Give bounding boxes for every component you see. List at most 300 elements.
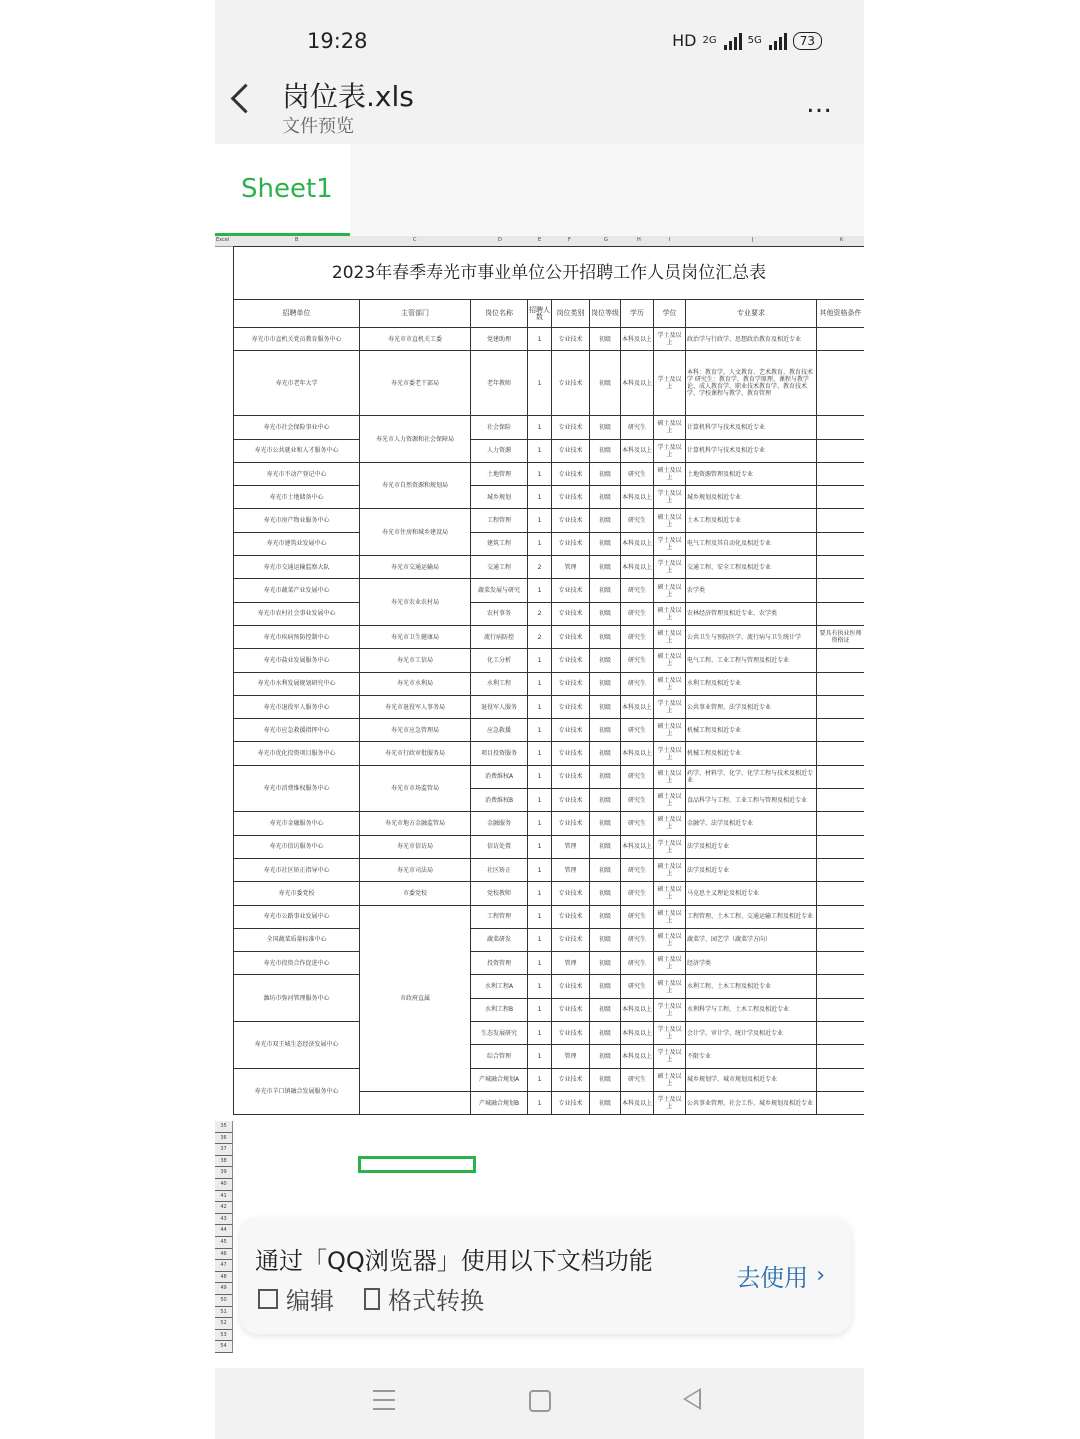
other-cell[interactable] [817,1068,865,1091]
category-cell[interactable]: 专业技术 [552,882,590,905]
dept-cell[interactable]: 寿光市地方金融监管局 [360,812,471,835]
back-triangle-icon[interactable] [683,1388,701,1410]
count-cell[interactable]: 1 [528,351,552,416]
unit-cell[interactable]: 寿光市消费维权服务中心 [234,765,360,812]
other-cell[interactable] [817,602,865,625]
education-cell[interactable]: 研究生 [621,952,654,975]
dept-cell[interactable]: 寿光市工信局 [360,649,471,672]
unit-cell[interactable]: 潍坊市弥河管理服务中心 [234,975,360,1022]
education-cell[interactable]: 本科及以上 [621,556,654,579]
major-cell[interactable]: 城乡规划学、城市规划及相近专业 [686,1068,817,1091]
level-cell[interactable]: 初级 [590,1091,621,1114]
category-cell[interactable]: 专业技术 [552,695,590,718]
category-cell[interactable]: 专业技术 [552,532,590,555]
degree-cell[interactable]: 硕士及以上 [654,952,686,975]
degree-cell[interactable]: 硕士及以上 [654,789,686,812]
position-cell[interactable]: 消费维权B [471,789,528,812]
education-cell[interactable]: 本科及以上 [621,695,654,718]
degree-cell[interactable]: 硕士及以上 [654,462,686,485]
count-cell[interactable]: 1 [528,695,552,718]
dept-cell[interactable]: 寿光市卫生健康局 [360,625,471,648]
go-use-button[interactable] [736,1258,825,1293]
count-cell[interactable]: 1 [528,1091,552,1114]
other-cell[interactable] [817,1022,865,1045]
degree-cell[interactable]: 学士及以上 [654,351,686,416]
unit-cell[interactable]: 寿光市建筑业发展中心 [234,532,360,555]
level-cell[interactable]: 初级 [590,328,621,351]
major-cell[interactable]: 计算机科学与技术及相近专业 [686,416,817,439]
count-cell[interactable]: 1 [528,416,552,439]
level-cell[interactable]: 初级 [590,812,621,835]
unit-cell[interactable]: 寿光市优化投资项目服务中心 [234,742,360,765]
degree-cell[interactable]: 硕士及以上 [654,579,686,602]
level-cell[interactable]: 初级 [590,695,621,718]
other-cell[interactable] [817,1045,865,1068]
major-cell[interactable]: 土木工程及相近专业 [686,509,817,532]
count-cell[interactable]: 1 [528,858,552,881]
unit-cell[interactable]: 寿光市不动产登记中心 [234,462,360,485]
dept-cell[interactable]: 寿光市司法局 [360,858,471,881]
category-cell[interactable]: 专业技术 [552,765,590,788]
dept-cell[interactable]: 寿光市水利局 [360,672,471,695]
count-cell[interactable]: 1 [528,462,552,485]
education-cell[interactable]: 本科及以上 [621,486,654,509]
sheet-title-cell[interactable]: 2023年春季寿光市事业单位公开招聘工作人员岗位汇总表 [234,247,865,300]
position-cell[interactable]: 工程管理 [471,905,528,928]
dept-cell[interactable]: 寿光市农业农村局 [360,579,471,626]
header-cell[interactable]: 主管部门 [360,300,471,328]
position-cell[interactable]: 城乡规划 [471,486,528,509]
count-cell[interactable]: 1 [528,835,552,858]
category-cell[interactable]: 专业技术 [552,602,590,625]
count-cell[interactable]: 1 [528,486,552,509]
position-cell[interactable]: 蔬菜发展与研究 [471,579,528,602]
education-cell[interactable]: 研究生 [621,975,654,998]
degree-cell[interactable]: 学士及以上 [654,1091,686,1114]
edit-action[interactable] [258,1281,334,1316]
category-cell[interactable]: 专业技术 [552,351,590,416]
education-cell[interactable]: 研究生 [621,462,654,485]
position-cell[interactable]: 党建助理 [471,328,528,351]
other-cell[interactable] [817,556,865,579]
unit-cell[interactable]: 寿光市疾病预防控制中心 [234,625,360,648]
dept-cell[interactable]: 寿光市市直机关工委 [360,328,471,351]
other-cell[interactable] [817,789,865,812]
unit-cell[interactable]: 寿光市盐业发展服务中心 [234,649,360,672]
level-cell[interactable]: 初级 [590,416,621,439]
major-cell[interactable]: 土地资源管理及相近专业 [686,462,817,485]
unit-cell[interactable]: 寿光市老年大学 [234,351,360,416]
degree-cell[interactable]: 学士及以上 [654,695,686,718]
position-cell[interactable]: 消费维权A [471,765,528,788]
count-cell[interactable]: 1 [528,719,552,742]
header-cell[interactable]: 其他资格条件 [817,300,865,328]
unit-cell[interactable]: 寿光市市直机关党员教育服务中心 [234,328,360,351]
count-cell[interactable]: 1 [528,1068,552,1091]
education-cell[interactable]: 研究生 [621,579,654,602]
other-cell[interactable] [817,928,865,951]
major-cell[interactable]: 本科：教育学、人文教育、艺术教育、教育技术学 研究生：教育学、教育学原理、课程与教学论、成人教育学、职业技术教育学、教育技术学、学校课程与教学、教育管理 [686,351,817,416]
level-cell[interactable]: 初级 [590,789,621,812]
category-cell[interactable]: 专业技术 [552,416,590,439]
degree-cell[interactable]: 硕士及以上 [654,765,686,788]
major-cell[interactable]: 法学及相近专业 [686,835,817,858]
major-cell[interactable]: 金融学、法学及相近专业 [686,812,817,835]
unit-cell[interactable]: 寿光市投资合作促进中心 [234,952,360,975]
major-cell[interactable]: 食品科学与工程、工业工程与管理及相近专业 [686,789,817,812]
other-cell[interactable] [817,719,865,742]
dept-cell[interactable]: 寿光市市场监管局 [360,765,471,812]
level-cell[interactable]: 初级 [590,486,621,509]
education-cell[interactable]: 研究生 [621,882,654,905]
major-cell[interactable]: 法学及相近专业 [686,858,817,881]
category-cell[interactable]: 专业技术 [552,975,590,998]
education-cell[interactable]: 研究生 [621,602,654,625]
category-cell[interactable]: 专业技术 [552,672,590,695]
category-cell[interactable]: 专业技术 [552,928,590,951]
major-cell[interactable]: 会计学、审计学、统计学及相近专业 [686,1022,817,1045]
category-cell[interactable]: 管理 [552,952,590,975]
education-cell[interactable]: 研究生 [621,928,654,951]
count-cell[interactable]: 1 [528,789,552,812]
count-cell[interactable]: 1 [528,579,552,602]
menu-icon[interactable] [373,1390,395,1410]
major-cell[interactable]: 计算机科学与技术及相近专业 [686,439,817,462]
level-cell[interactable]: 初级 [590,439,621,462]
dept-cell[interactable]: 寿光市退役军人事务局 [360,695,471,718]
header-cell[interactable]: 招聘人数 [528,300,552,328]
education-cell[interactable]: 本科及以上 [621,1022,654,1045]
count-cell[interactable]: 1 [528,928,552,951]
level-cell[interactable]: 初级 [590,742,621,765]
unit-cell[interactable]: 寿光市土地储备中心 [234,486,360,509]
level-cell[interactable]: 初级 [590,556,621,579]
position-cell[interactable]: 项目投资服务 [471,742,528,765]
major-cell[interactable]: 交通工程、安全工程及相近专业 [686,556,817,579]
dept-cell[interactable]: 寿光市交通运输局 [360,556,471,579]
count-cell[interactable]: 1 [528,1022,552,1045]
unit-cell[interactable]: 全国蔬菜质量标准中心 [234,928,360,951]
degree-cell[interactable]: 硕士及以上 [654,858,686,881]
count-cell[interactable]: 1 [528,905,552,928]
major-cell[interactable]: 公共卫生与预防医学、流行病与卫生统计学 [686,625,817,648]
major-cell[interactable]: 不限专业 [686,1045,817,1068]
position-cell[interactable]: 金融服务 [471,812,528,835]
major-cell[interactable]: 政治学与行政学、思想政治教育及相近专业 [686,328,817,351]
other-cell[interactable] [817,509,865,532]
other-cell[interactable] [817,952,865,975]
header-cell[interactable]: 岗位名称 [471,300,528,328]
degree-cell[interactable]: 硕士及以上 [654,1068,686,1091]
other-cell[interactable] [817,462,865,485]
category-cell[interactable]: 管理 [552,1045,590,1068]
position-cell[interactable]: 水利工程 [471,672,528,695]
other-cell[interactable] [817,532,865,555]
position-cell[interactable]: 水利工程B [471,998,528,1021]
level-cell[interactable]: 初级 [590,835,621,858]
other-cell[interactable] [817,695,865,718]
position-cell[interactable]: 应急救援 [471,719,528,742]
major-cell[interactable]: 机械工程及相近专业 [686,742,817,765]
count-cell[interactable]: 1 [528,1045,552,1068]
dept-cell[interactable]: 寿光市应急管理局 [360,719,471,742]
position-cell[interactable]: 流行病防控 [471,625,528,648]
major-cell[interactable]: 马克思主义理论及相近专业 [686,882,817,905]
unit-cell[interactable]: 寿光市委党校 [234,882,360,905]
level-cell[interactable]: 初级 [590,509,621,532]
level-cell[interactable]: 初级 [590,602,621,625]
dept-cell[interactable]: 寿光市人力资源和社会保障局 [360,416,471,463]
convert-action[interactable] [364,1281,484,1316]
level-cell[interactable]: 初级 [590,882,621,905]
unit-cell[interactable]: 寿光市蔬菜产业发展中心 [234,579,360,602]
unit-cell[interactable]: 寿光市金融服务中心 [234,812,360,835]
degree-cell[interactable]: 学士及以上 [654,1045,686,1068]
major-cell[interactable]: 农林经济管理及相近专业、农学类 [686,602,817,625]
level-cell[interactable]: 初级 [590,649,621,672]
major-cell[interactable]: 蔬菜学、园艺学（蔬菜学方向） [686,928,817,951]
other-cell[interactable] [817,765,865,788]
major-cell[interactable]: 电气工程及其自动化及相近专业 [686,532,817,555]
unit-cell[interactable]: 寿光市公路事业发展中心 [234,905,360,928]
dept-cell[interactable]: 寿光市委老干部局 [360,351,471,416]
other-cell[interactable] [817,905,865,928]
position-cell[interactable]: 社会保险 [471,416,528,439]
level-cell[interactable]: 初级 [590,858,621,881]
degree-cell[interactable]: 学士及以上 [654,486,686,509]
unit-cell[interactable]: 寿光市社区矫正指导中心 [234,858,360,881]
level-cell[interactable]: 初级 [590,719,621,742]
level-cell[interactable]: 初级 [590,1045,621,1068]
position-cell[interactable]: 农村事务 [471,602,528,625]
more-menu-icon[interactable]: … [806,89,834,119]
education-cell[interactable]: 研究生 [621,765,654,788]
category-cell[interactable]: 管理 [552,858,590,881]
major-cell[interactable]: 水利工程、土木工程及相近专业 [686,975,817,998]
unit-cell[interactable]: 寿光市社会保险事业中心 [234,416,360,439]
degree-cell[interactable]: 硕士及以上 [654,649,686,672]
level-cell[interactable]: 初级 [590,672,621,695]
count-cell[interactable]: 2 [528,556,552,579]
degree-cell[interactable]: 硕士及以上 [654,672,686,695]
major-cell[interactable]: 公共事业管理、社会工作、城乡规划及相近专业 [686,1091,817,1114]
dept-cell[interactable]: 市政府直属 [360,905,471,1091]
other-cell[interactable] [817,672,865,695]
category-cell[interactable]: 专业技术 [552,649,590,672]
count-cell[interactable]: 1 [528,742,552,765]
position-cell[interactable]: 党校教师 [471,882,528,905]
degree-cell[interactable]: 硕士及以上 [654,905,686,928]
home-icon[interactable] [529,1390,551,1412]
level-cell[interactable]: 初级 [590,625,621,648]
dept-cell[interactable] [360,1091,471,1114]
other-cell[interactable] [817,812,865,835]
dept-cell[interactable]: 寿光市信访局 [360,835,471,858]
level-cell[interactable]: 初级 [590,579,621,602]
education-cell[interactable]: 研究生 [621,625,654,648]
position-cell[interactable]: 建筑工程 [471,532,528,555]
level-cell[interactable]: 初级 [590,1068,621,1091]
category-cell[interactable]: 专业技术 [552,789,590,812]
unit-cell[interactable]: 寿光市农村社会事业发展中心 [234,602,360,625]
other-cell[interactable] [817,975,865,998]
level-cell[interactable]: 初级 [590,905,621,928]
position-cell[interactable]: 老年教师 [471,351,528,416]
degree-cell[interactable]: 硕士及以上 [654,812,686,835]
level-cell[interactable]: 初级 [590,928,621,951]
education-cell[interactable]: 本科及以上 [621,328,654,351]
other-cell[interactable] [817,649,865,672]
degree-cell[interactable]: 硕士及以上 [654,625,686,648]
count-cell[interactable]: 2 [528,625,552,648]
position-cell[interactable]: 生态发展研究 [471,1022,528,1045]
education-cell[interactable]: 研究生 [621,672,654,695]
education-cell[interactable]: 研究生 [621,1068,654,1091]
position-cell[interactable]: 交通工程 [471,556,528,579]
other-cell[interactable] [817,742,865,765]
count-cell[interactable]: 1 [528,765,552,788]
education-cell[interactable]: 研究生 [621,649,654,672]
other-cell[interactable] [817,351,865,416]
other-cell[interactable] [817,1091,865,1114]
education-cell[interactable]: 研究生 [621,719,654,742]
education-cell[interactable]: 本科及以上 [621,742,654,765]
category-cell[interactable]: 专业技术 [552,1068,590,1091]
count-cell[interactable]: 1 [528,328,552,351]
category-cell[interactable]: 专业技术 [552,742,590,765]
category-cell[interactable]: 专业技术 [552,579,590,602]
category-cell[interactable]: 专业技术 [552,439,590,462]
degree-cell[interactable]: 学士及以上 [654,742,686,765]
dept-cell[interactable]: 寿光市住房和城乡建设局 [360,509,471,556]
unit-cell[interactable]: 寿光市房产物业服务中心 [234,509,360,532]
header-cell[interactable]: 招聘单位 [234,300,360,328]
category-cell[interactable]: 专业技术 [552,1022,590,1045]
degree-cell[interactable]: 硕士及以上 [654,602,686,625]
level-cell[interactable]: 初级 [590,532,621,555]
header-cell[interactable]: 岗位类别 [552,300,590,328]
degree-cell[interactable]: 硕士及以上 [654,509,686,532]
position-cell[interactable]: 信访处置 [471,835,528,858]
major-cell[interactable]: 水利工程及相近专业 [686,672,817,695]
degree-cell[interactable]: 硕士及以上 [654,928,686,951]
header-cell[interactable]: 岗位等级 [590,300,621,328]
count-cell[interactable]: 1 [528,532,552,555]
dept-cell[interactable]: 市委党校 [360,882,471,905]
major-cell[interactable]: 农学类 [686,579,817,602]
unit-cell[interactable]: 寿光市信访服务中心 [234,835,360,858]
unit-cell[interactable]: 寿光市退役军人服务中心 [234,695,360,718]
major-cell[interactable]: 经济学类 [686,952,817,975]
education-cell[interactable]: 本科及以上 [621,1091,654,1114]
count-cell[interactable]: 1 [528,509,552,532]
category-cell[interactable]: 专业技术 [552,905,590,928]
count-cell[interactable]: 2 [528,602,552,625]
position-cell[interactable]: 人力资源 [471,439,528,462]
header-cell[interactable]: 学历 [621,300,654,328]
unit-cell[interactable]: 寿光市水利发展规划研究中心 [234,672,360,695]
other-cell[interactable]: 要具有执业医师资格证 [817,625,865,648]
level-cell[interactable]: 初级 [590,998,621,1021]
position-cell[interactable]: 退役军人服务 [471,695,528,718]
degree-cell[interactable]: 硕士及以上 [654,882,686,905]
category-cell[interactable]: 专业技术 [552,486,590,509]
position-cell[interactable]: 产城融合规划A [471,1068,528,1091]
position-cell[interactable]: 产城融合规划B [471,1091,528,1114]
count-cell[interactable]: 1 [528,998,552,1021]
tab-sheet1[interactable] [215,144,350,236]
degree-cell[interactable]: 学士及以上 [654,998,686,1021]
other-cell[interactable] [817,998,865,1021]
unit-cell[interactable]: 寿光市公共就业和人才服务中心 [234,439,360,462]
education-cell[interactable]: 研究生 [621,509,654,532]
category-cell[interactable]: 专业技术 [552,812,590,835]
degree-cell[interactable]: 学士及以上 [654,835,686,858]
position-cell[interactable]: 社区矫正 [471,858,528,881]
education-cell[interactable]: 本科及以上 [621,351,654,416]
back-arrow-icon[interactable] [231,84,261,114]
other-cell[interactable] [817,439,865,462]
position-cell[interactable]: 投资管理 [471,952,528,975]
major-cell[interactable]: 工程管理、土木工程、交通运输工程及相近专业 [686,905,817,928]
selected-cell[interactable] [358,1156,476,1173]
position-cell[interactable]: 蔬菜研发 [471,928,528,951]
header-cell[interactable]: 学位 [654,300,686,328]
major-cell[interactable]: 城乡规划及相近专业 [686,486,817,509]
count-cell[interactable]: 1 [528,975,552,998]
other-cell[interactable] [817,858,865,881]
unit-cell[interactable]: 寿光市交通运输监察大队 [234,556,360,579]
count-cell[interactable]: 1 [528,952,552,975]
major-cell[interactable]: 电气工程、工业工程与管理及相近专业 [686,649,817,672]
category-cell[interactable]: 专业技术 [552,998,590,1021]
category-cell[interactable]: 专业技术 [552,328,590,351]
category-cell[interactable]: 专业技术 [552,719,590,742]
education-cell[interactable]: 研究生 [621,812,654,835]
qq-browser-banner[interactable] [240,1218,851,1334]
unit-cell[interactable]: 寿光市应急救援指挥中心 [234,719,360,742]
education-cell[interactable]: 本科及以上 [621,998,654,1021]
other-cell[interactable] [817,416,865,439]
count-cell[interactable]: 1 [528,812,552,835]
position-cell[interactable]: 综合管理 [471,1045,528,1068]
header-cell[interactable]: 专业要求 [686,300,817,328]
major-cell[interactable]: 公共事业管理、法学及相近专业 [686,695,817,718]
position-cell[interactable]: 水利工程A [471,975,528,998]
education-cell[interactable]: 研究生 [621,858,654,881]
sheet-table[interactable] [233,246,864,1115]
count-cell[interactable]: 1 [528,439,552,462]
degree-cell[interactable]: 学士及以上 [654,328,686,351]
count-cell[interactable]: 1 [528,649,552,672]
education-cell[interactable]: 本科及以上 [621,835,654,858]
unit-cell[interactable]: 寿光市双王城生态经济发展中心 [234,1022,360,1069]
count-cell[interactable]: 1 [528,672,552,695]
degree-cell[interactable]: 学士及以上 [654,439,686,462]
degree-cell[interactable]: 硕士及以上 [654,975,686,998]
education-cell[interactable]: 研究生 [621,905,654,928]
degree-cell[interactable]: 硕士及以上 [654,416,686,439]
category-cell[interactable]: 管理 [552,835,590,858]
level-cell[interactable]: 初级 [590,351,621,416]
major-cell[interactable]: 药学、材料学、化学、化学工程与技术及相近专业 [686,765,817,788]
unit-cell[interactable]: 寿光市羊口镇融合发展服务中心 [234,1068,360,1115]
education-cell[interactable]: 本科及以上 [621,532,654,555]
count-cell[interactable]: 1 [528,882,552,905]
dept-cell[interactable]: 寿光市行政审批服务局 [360,742,471,765]
degree-cell[interactable]: 硕士及以上 [654,719,686,742]
dept-cell[interactable]: 寿光市自然资源和规划局 [360,462,471,509]
